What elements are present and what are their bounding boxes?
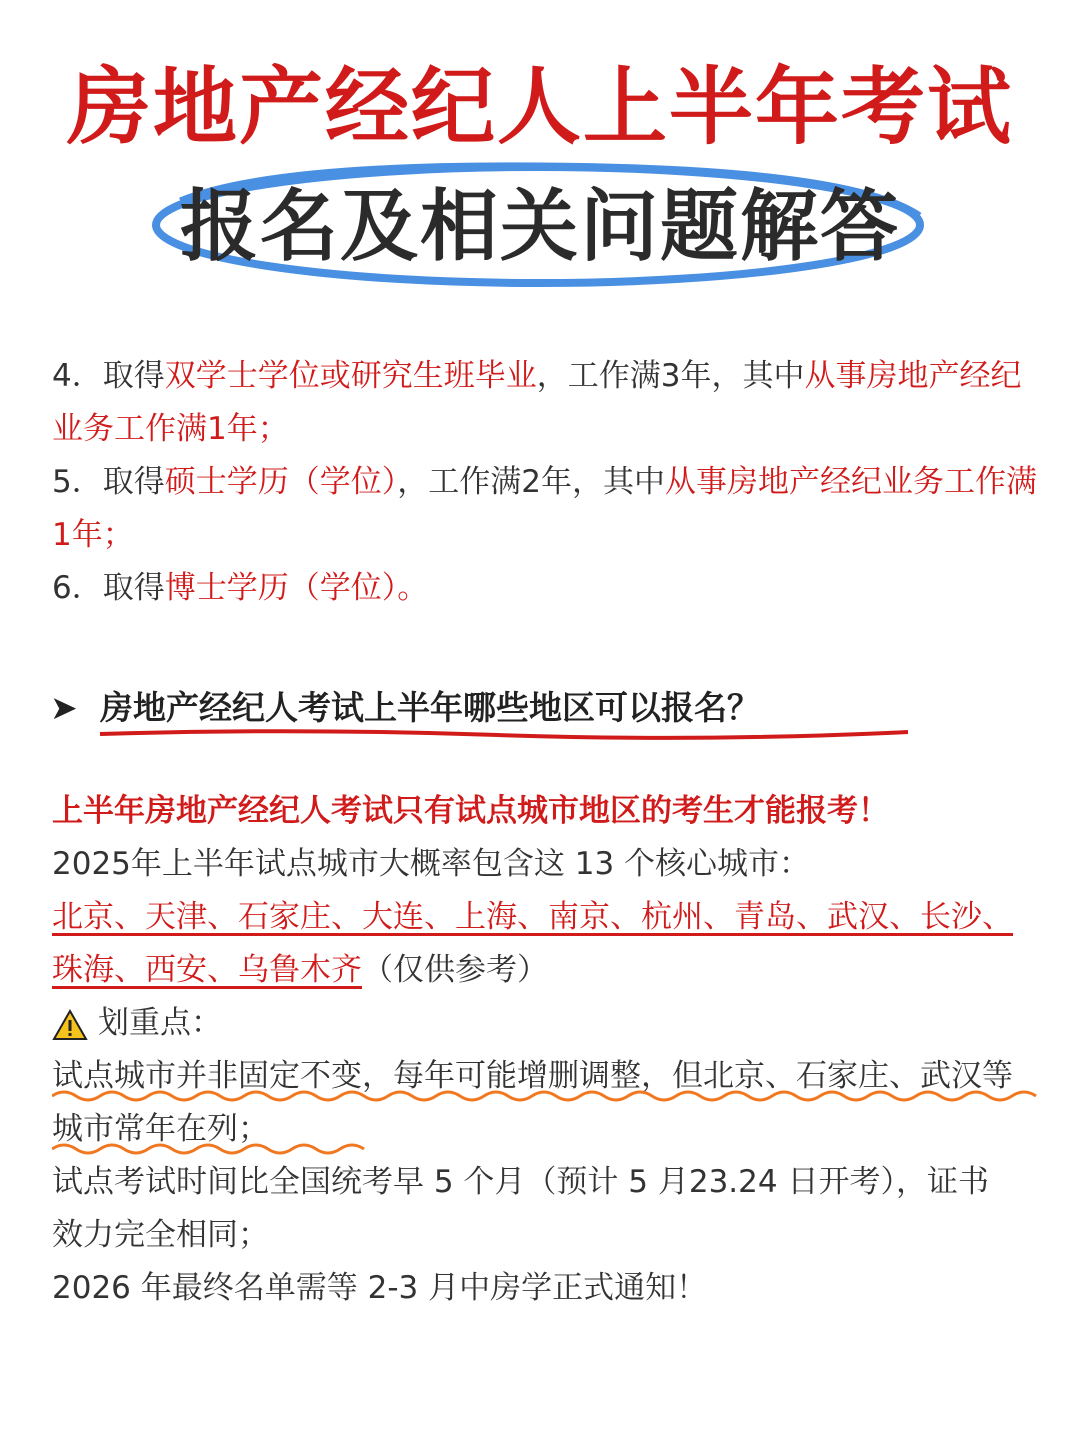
lead-text: 上半年房地产经纪人考试只有试点城市地区的考生才能报考！ [52, 793, 889, 829]
cities-paragraph [52, 891, 1042, 997]
arrow-right-icon: ➤ [50, 688, 78, 727]
condition-item-4: 4．取得双学士学位或研究生班毕业，工作满3年，其中从事房地产经纪业务工作满1年； [52, 358, 1022, 447]
section-heading-text: 房地产经纪人考试上半年哪些地区可以报名？ [100, 688, 760, 727]
cities-note: （仅供参考） [362, 952, 548, 988]
conditions-list [52, 350, 1042, 615]
condition-item-6: 6．取得博士学历（学位）。 [52, 570, 429, 606]
subtitle-block [150, 155, 930, 295]
key-points-label-row: 划重点： [52, 997, 1042, 1050]
section-body [52, 785, 1042, 1315]
point-1: 试点城市并非固定不变，每年可能增删调整，但北京、石家庄、武汉等城市常年在列； [52, 1050, 1042, 1156]
page-subtitle: 报名及相关问题解答 [179, 182, 900, 272]
condition-item-5: 5．取得硕士学历（学位），工作满2年，其中从事房地产经纪业务工作满1年； [52, 464, 1037, 553]
red-underline [98, 726, 918, 742]
warning-icon [52, 1009, 88, 1041]
point-2: 试点考试时间比全国统考早 5 个月（预计 5 月23.24 日开考），证书效力完全相同； [52, 1164, 989, 1253]
point-3: 2026 年最终名单需等 2-3 月中房学正式通知！ [52, 1270, 708, 1306]
cities-intro: 2025年上半年试点城市大概率包含这 13 个核心城市： [52, 846, 811, 882]
cities-list: 北京、天津、石家庄、大连、上海、南京、杭州、青岛、武汉、长沙、珠海、西安、乌鲁木齐 [52, 899, 1013, 988]
section-heading [50, 680, 760, 736]
page-title: 房地产经纪人上半年考试 [66, 58, 1013, 156]
